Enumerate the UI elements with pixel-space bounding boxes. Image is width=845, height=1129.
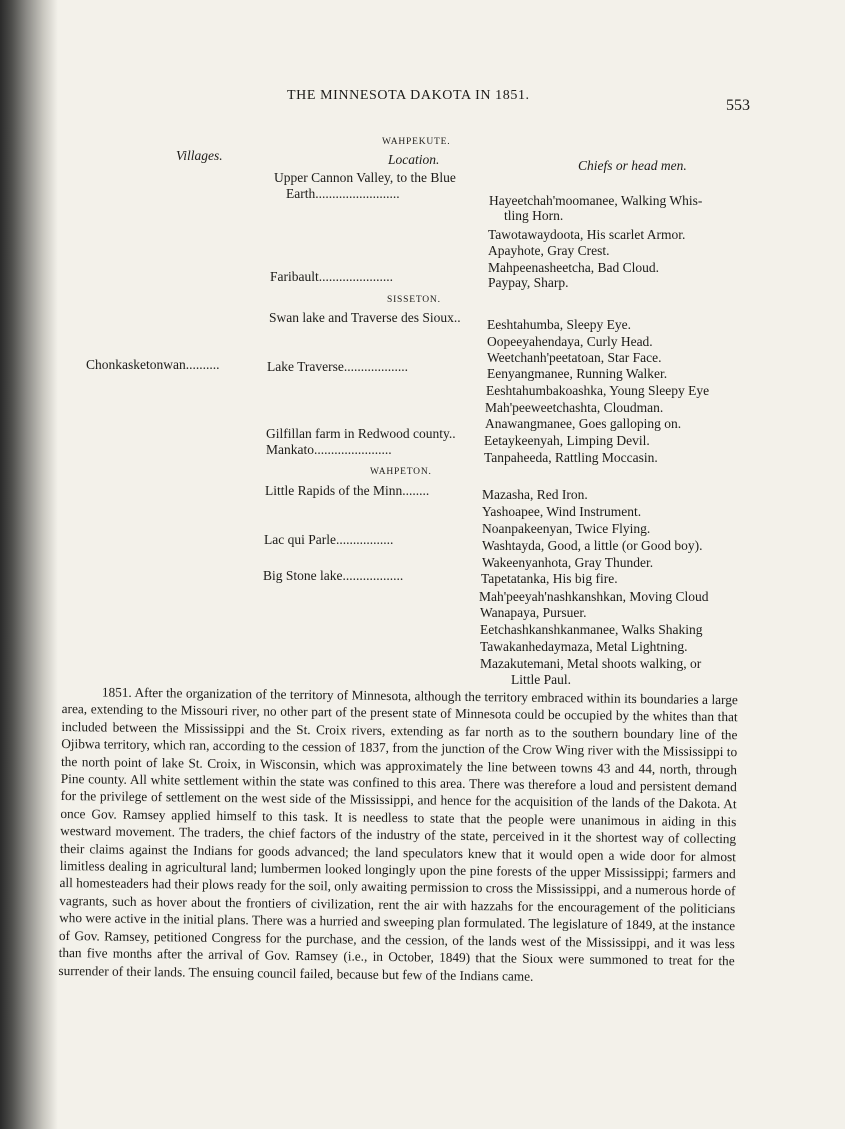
- page-number: 553: [726, 97, 750, 114]
- chief-entry: Tawakanhedaymaza, Metal Lightning.: [480, 639, 688, 654]
- location-entry: Faribault......................: [270, 269, 393, 284]
- chief-entry: tling Horn.: [504, 208, 564, 223]
- village-entry: Chonkasketonwan..........: [86, 357, 220, 372]
- chief-entry: Eeshtahumbakoashka, Young Sleepy Eye: [486, 383, 710, 398]
- chief-entry: Anawangmanee, Goes galloping on.: [485, 416, 682, 431]
- column-header-villages: Villages.: [176, 148, 223, 163]
- chief-entry: Eenyangmanee, Running Walker.: [487, 366, 668, 381]
- location-entry: Big Stone lake..................: [263, 568, 404, 583]
- chief-entry: Weetchanh'peetatoan, Star Face.: [487, 350, 662, 365]
- running-header: THE MINNESOTA DAKOTA IN 1851.: [287, 88, 530, 103]
- location-entry: Earth.........................: [286, 186, 400, 201]
- chief-entry: Paypay, Sharp.: [488, 275, 569, 290]
- chief-entry: Tapetatanka, His big fire.: [481, 571, 618, 586]
- location-entry: Upper Cannon Valley, to the Blue: [274, 170, 456, 185]
- location-entry: Lac qui Parle.................: [264, 532, 394, 547]
- paragraph-text: 1851. After the organization of the territory of Minnesota, although the territory embraced within its boundaries a large area, extending to the Missouri river, no other part of the present state of Minnesota could be occupied by the whites than that included between the Mississippi and the St. Croix rivers, extending as far north as to the southern boundary line of the Ojibwa territory, which ran, according to the cession of 1837, from the junction of the Crow Wing river with the Mississippi to the north point of lake St. Croix, in Wisconsin, which was approximately the line between towns 43 and 44, north, through Pine county. All white settlement within the state was confined to this area. There was therefore a loud and persistent demand for the privilege of settlement on the west side of the Mississippi, and hence for the acquisition of the lands of the Dakota. At once Gov. Ramsey applied himself to this task. It is needless to state that the people were unanimous in aiding in this westward movement. The traders, the chief factors of the industry of the state, perceived in it the shortest way of collecting their claims against the Indians for goods advanced; the land speculators knew that it would open a wide door for almost limitless dealing in agricultural land; lumbermen looked longingly upon the pine forests of the upper Mississippi; farmers and all homesteaders had their plows ready for the soil, only awaiting permission to cross the Mississippi, and a numerous horde of vagrants, such as hover about the frontiers of civilization, rent the air with hazzahs for the encouragement of the politicians who were active in the initial plans. There was a hurried and sweeping plan formulated. The legislature of 1849, at the instance of Gov. Ramsey, petitioned Congress for the purchase, and the cession, of the lands west of the Mississippi, and it was less than five months after the arrival of Gov. Ramsey (i.e., in October, 1849) that the Sioux were summoned to treat for the surrender of their lands. The ensuing council failed, because but few of the Indians came.: [58, 684, 738, 984]
- location-entry: Swan lake and Traverse des Sioux..: [269, 310, 461, 325]
- chief-entry: Wakeenyanhota, Gray Thunder.: [482, 555, 654, 570]
- chief-entry: Apayhote, Gray Crest.: [488, 243, 610, 258]
- location-entry: Lake Traverse...................: [267, 359, 408, 374]
- chief-entry: Mazakutemani, Metal shoots walking, or: [480, 656, 702, 671]
- body-paragraph: [58, 683, 738, 987]
- chief-entry: Tanpaheeda, Rattling Moccasin.: [484, 450, 658, 465]
- chief-entry: Mah'peeweetchashta, Cloudman.: [485, 400, 664, 415]
- section-heading-sisseton: SISSETON.: [387, 295, 441, 305]
- column-header-location: Location.: [388, 152, 440, 167]
- chief-entry: Mah'peeyah'nashkanshkan, Moving Cloud: [479, 589, 709, 604]
- location-entry: Gilfillan farm in Redwood county..: [266, 426, 456, 441]
- chief-entry: Eeshtahumba, Sleepy Eye.: [487, 317, 631, 332]
- chief-entry: Wanapaya, Pursuer.: [480, 605, 587, 620]
- chief-entry: Washtayda, Good, a little (or Good boy).: [482, 538, 703, 553]
- chief-entry: Oopeeyahendaya, Curly Head.: [487, 334, 653, 349]
- chief-entry: Yashoapee, Wind Instrument.: [482, 504, 642, 519]
- page-gutter-shadow: [0, 0, 58, 1129]
- chief-entry: Mahpeenasheetcha, Bad Cloud.: [488, 260, 659, 275]
- location-entry: Little Rapids of the Minn........: [265, 483, 430, 498]
- chief-entry: Hayeetchah'moomanee, Walking Whis-: [489, 193, 703, 208]
- chief-entry: Eetchashkanshkanmanee, Walks Shaking: [480, 622, 703, 637]
- location-entry: Mankato.......................: [266, 442, 392, 457]
- column-header-chiefs: Chiefs or head men.: [578, 158, 687, 173]
- section-heading-wahpeton: WAHPETON.: [370, 467, 432, 477]
- chief-entry: Tawotawaydoota, His scarlet Armor.: [488, 227, 686, 242]
- chief-entry: Little Paul.: [511, 672, 571, 687]
- chief-entry: Mazasha, Red Iron.: [482, 487, 588, 502]
- chief-entry: Eetaykeenyah, Limping Devil.: [484, 433, 650, 448]
- chief-entry: Noanpakeenyan, Twice Flying.: [482, 521, 651, 536]
- section-heading-wahpekute: WAHPEKUTE.: [382, 137, 451, 147]
